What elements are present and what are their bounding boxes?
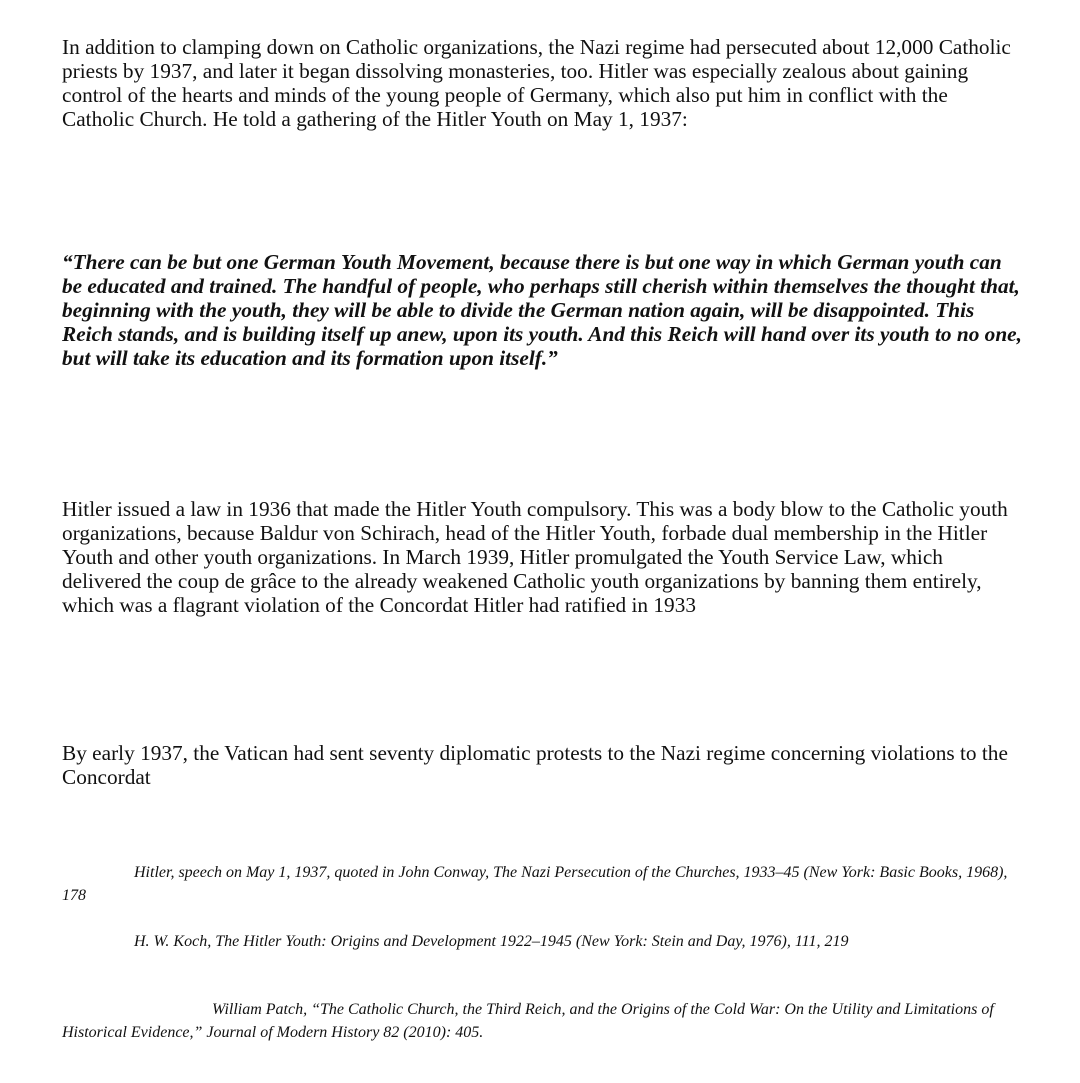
hitler-quote: “There can be but one German Youth Movement, because there is but one way in which German youth can be educated and trained. The handful of people, who perhaps still cherish within themselves the thought that, beginning with the youth, they will be able to divide the German nation again, will be disappointed. This Reich stands, and is building itself up anew, upon its youth. And this Reich will hand over its youth to no one, but will take its education and its formation upon itself.”: [62, 250, 1022, 370]
intro-paragraph: In addition to clamping down on Catholic organizations, the Nazi regime had persecuted about 12,000 Catholic priests by 1937, and later it began dissolving monasteries, too. Hitler was especially zealous about gaining control of the hearts and minds of the young people of Germany, which also put him in conflict with the Catholic Church. He told a gathering of the Hitler Youth on May 1, 1937:: [62, 35, 1011, 131]
footnote-1: Hitler, speech on May 1, 1937, quoted in John Conway, The Nazi Persecution of the Churches, 1933–45 (New York: Basic Books, 1968), 178: [62, 864, 1008, 904]
footnote-2: H. W. Koch, The Hitler Youth: Origins and Development 1922–1945 (New York: Stein and Day, 1976), 111, 219: [134, 933, 849, 950]
youth-law-paragraph: Hitler issued a law in 1936 that made the Hitler Youth compulsory. This was a body blow to the Catholic youth organizations, because Baldur von Schirach, head of the Hitler Youth, forbade dual membership in the Hitler Youth and other youth organizations. In March 1939, Hitler promulgated the Youth Service Law, which delivered the coup de grâce to the already weakened Catholic youth organizations by banning them entirely, which was a flagrant violation of the Concordat Hitler had ratified in 1933: [62, 497, 1008, 617]
footnote-3: William Patch, “The Catholic Church, the Third Reich, and the Origins of the Cold War: On the Utility and Limitations of Historical Evidence,” Journal of Modern History 82 (2010): 405.: [62, 1001, 994, 1041]
protests-paragraph: By early 1937, the Vatican had sent seventy diplomatic protests to the Nazi regime concerning violations to the Concordat: [62, 741, 1008, 789]
